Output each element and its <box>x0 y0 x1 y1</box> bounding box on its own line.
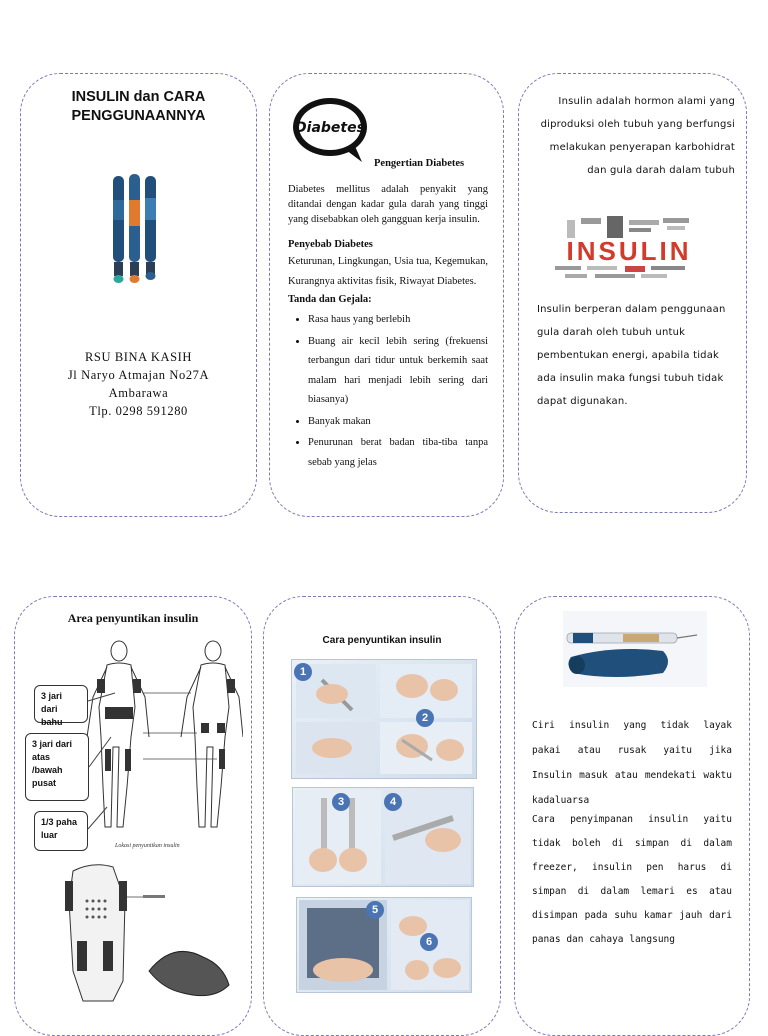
hospital-address: Jl Naryo Atmajan No27A <box>67 368 210 382</box>
callout-shoulder: 3 jari dari bahu <box>34 685 88 723</box>
diabetes-speech-bubble-logo <box>290 94 372 166</box>
symptom-item: • Buang air kecil lebih sering (frekuensi terbangun dari tidur untuk berkemih saat malam hari menjadi lebih sering dari biasanya) <box>308 332 488 410</box>
hospital-phone: Tlp. 0298 591280 <box>89 404 188 418</box>
insulin-intro: Insulin adalah hormon alami yang diproduksi oleh tubuh yang berfungsi melakukan penyerapan karbohidrat dan gula darah dalam tubuh <box>540 96 735 176</box>
cover-title: INSULIN dan CARA PENGGUNAANNYA <box>71 89 206 124</box>
panel-injection-area <box>14 596 252 1036</box>
cause-heading: Penyebab Diabetes <box>288 239 373 250</box>
panel-storage <box>514 596 750 1036</box>
injection-area-title: Area penyuntikan insulin <box>67 611 199 625</box>
wordcloud-main-word: INSULIN <box>566 236 692 266</box>
causes-text: Keturunan, Lingkungan, Usia tua, Kegemukan, Kurangnya aktivitas fisik, Riwayat Diabetes. <box>288 256 488 287</box>
insulin-expired-text: Ciri insulin yang tidak layak pakai atau rusak yaitu jika Insulin masuk atau mendekati waktu kadaluarsa <box>532 720 732 806</box>
callout-thigh: 1/3 paha luar <box>34 811 88 851</box>
abdomen-injection-sketch <box>63 861 233 1011</box>
callout-navel: 3 jari dari atas /bawah pusat <box>25 733 89 801</box>
diabetes-body <box>288 182 488 474</box>
step-badge: 5 <box>366 901 384 919</box>
diabetes-logo-text: Diabetes <box>295 120 365 136</box>
insulin-pen-photo <box>563 611 707 687</box>
insulin-pens-image <box>109 170 161 288</box>
step-photo-3 <box>296 897 472 993</box>
step-badge: 3 <box>332 793 350 811</box>
diabetes-definition: Diabetes mellitus adalah penyakit yang ditandai dengan kadar gula darah yang tinggi yang disebabkan oleh gangguan kerja insulin. <box>288 184 488 225</box>
symptoms-list <box>288 310 488 472</box>
insulin-role: Insulin berperan dalam penggunaan gula darah oleh tubuh untuk pembentukan energi, apabila tidak ada insulin maka fungsi tubuh tidak dapat digunakan. <box>537 304 726 407</box>
diabetes-heading: Pengertian Diabetes <box>374 158 465 169</box>
callout-arrows <box>15 597 253 897</box>
injection-area-caption: Lokasi penyuntikan insulin <box>115 843 180 849</box>
insulin-wordcloud-image <box>545 214 713 284</box>
symptom-item: • Banyak makan <box>308 412 488 432</box>
panel-injection-steps <box>263 596 501 1036</box>
step-photo-1 <box>291 659 477 779</box>
pen-middle <box>129 174 140 283</box>
insulin-storage-text: Cara penyimpanan insulin yaitu tidak boleh di simpan di dalam freezer, insulin pen harus di simpan di dalam lemari es atau disimpan pada suhu kamar jauh dari panas dan cahaya langsung <box>532 814 732 945</box>
panel-insulin-info <box>518 73 747 513</box>
panel-cover <box>20 73 257 517</box>
step-badge: 1 <box>294 663 312 681</box>
pen-left <box>113 176 124 283</box>
symptom-item: • Rasa haus yang berlebih <box>308 310 488 330</box>
step-badge: 2 <box>416 709 434 727</box>
step-badge: 4 <box>384 793 402 811</box>
symptoms-heading: Tanda dan Gejala: <box>288 294 372 305</box>
panel-diabetes <box>269 73 504 517</box>
injection-steps-title: Cara penyuntikan insulin <box>322 635 442 646</box>
hospital-name: RSU BINA KASIH <box>84 350 193 364</box>
symptom-item: • Penurunan berat badan tiba-tiba tanpa sebab yang jelas <box>308 433 488 472</box>
hospital-contact <box>21 348 256 420</box>
step-badge: 6 <box>420 933 438 951</box>
step-photo-2 <box>292 787 474 887</box>
hospital-city: Ambarawa <box>108 386 169 400</box>
pen-right <box>145 176 156 280</box>
